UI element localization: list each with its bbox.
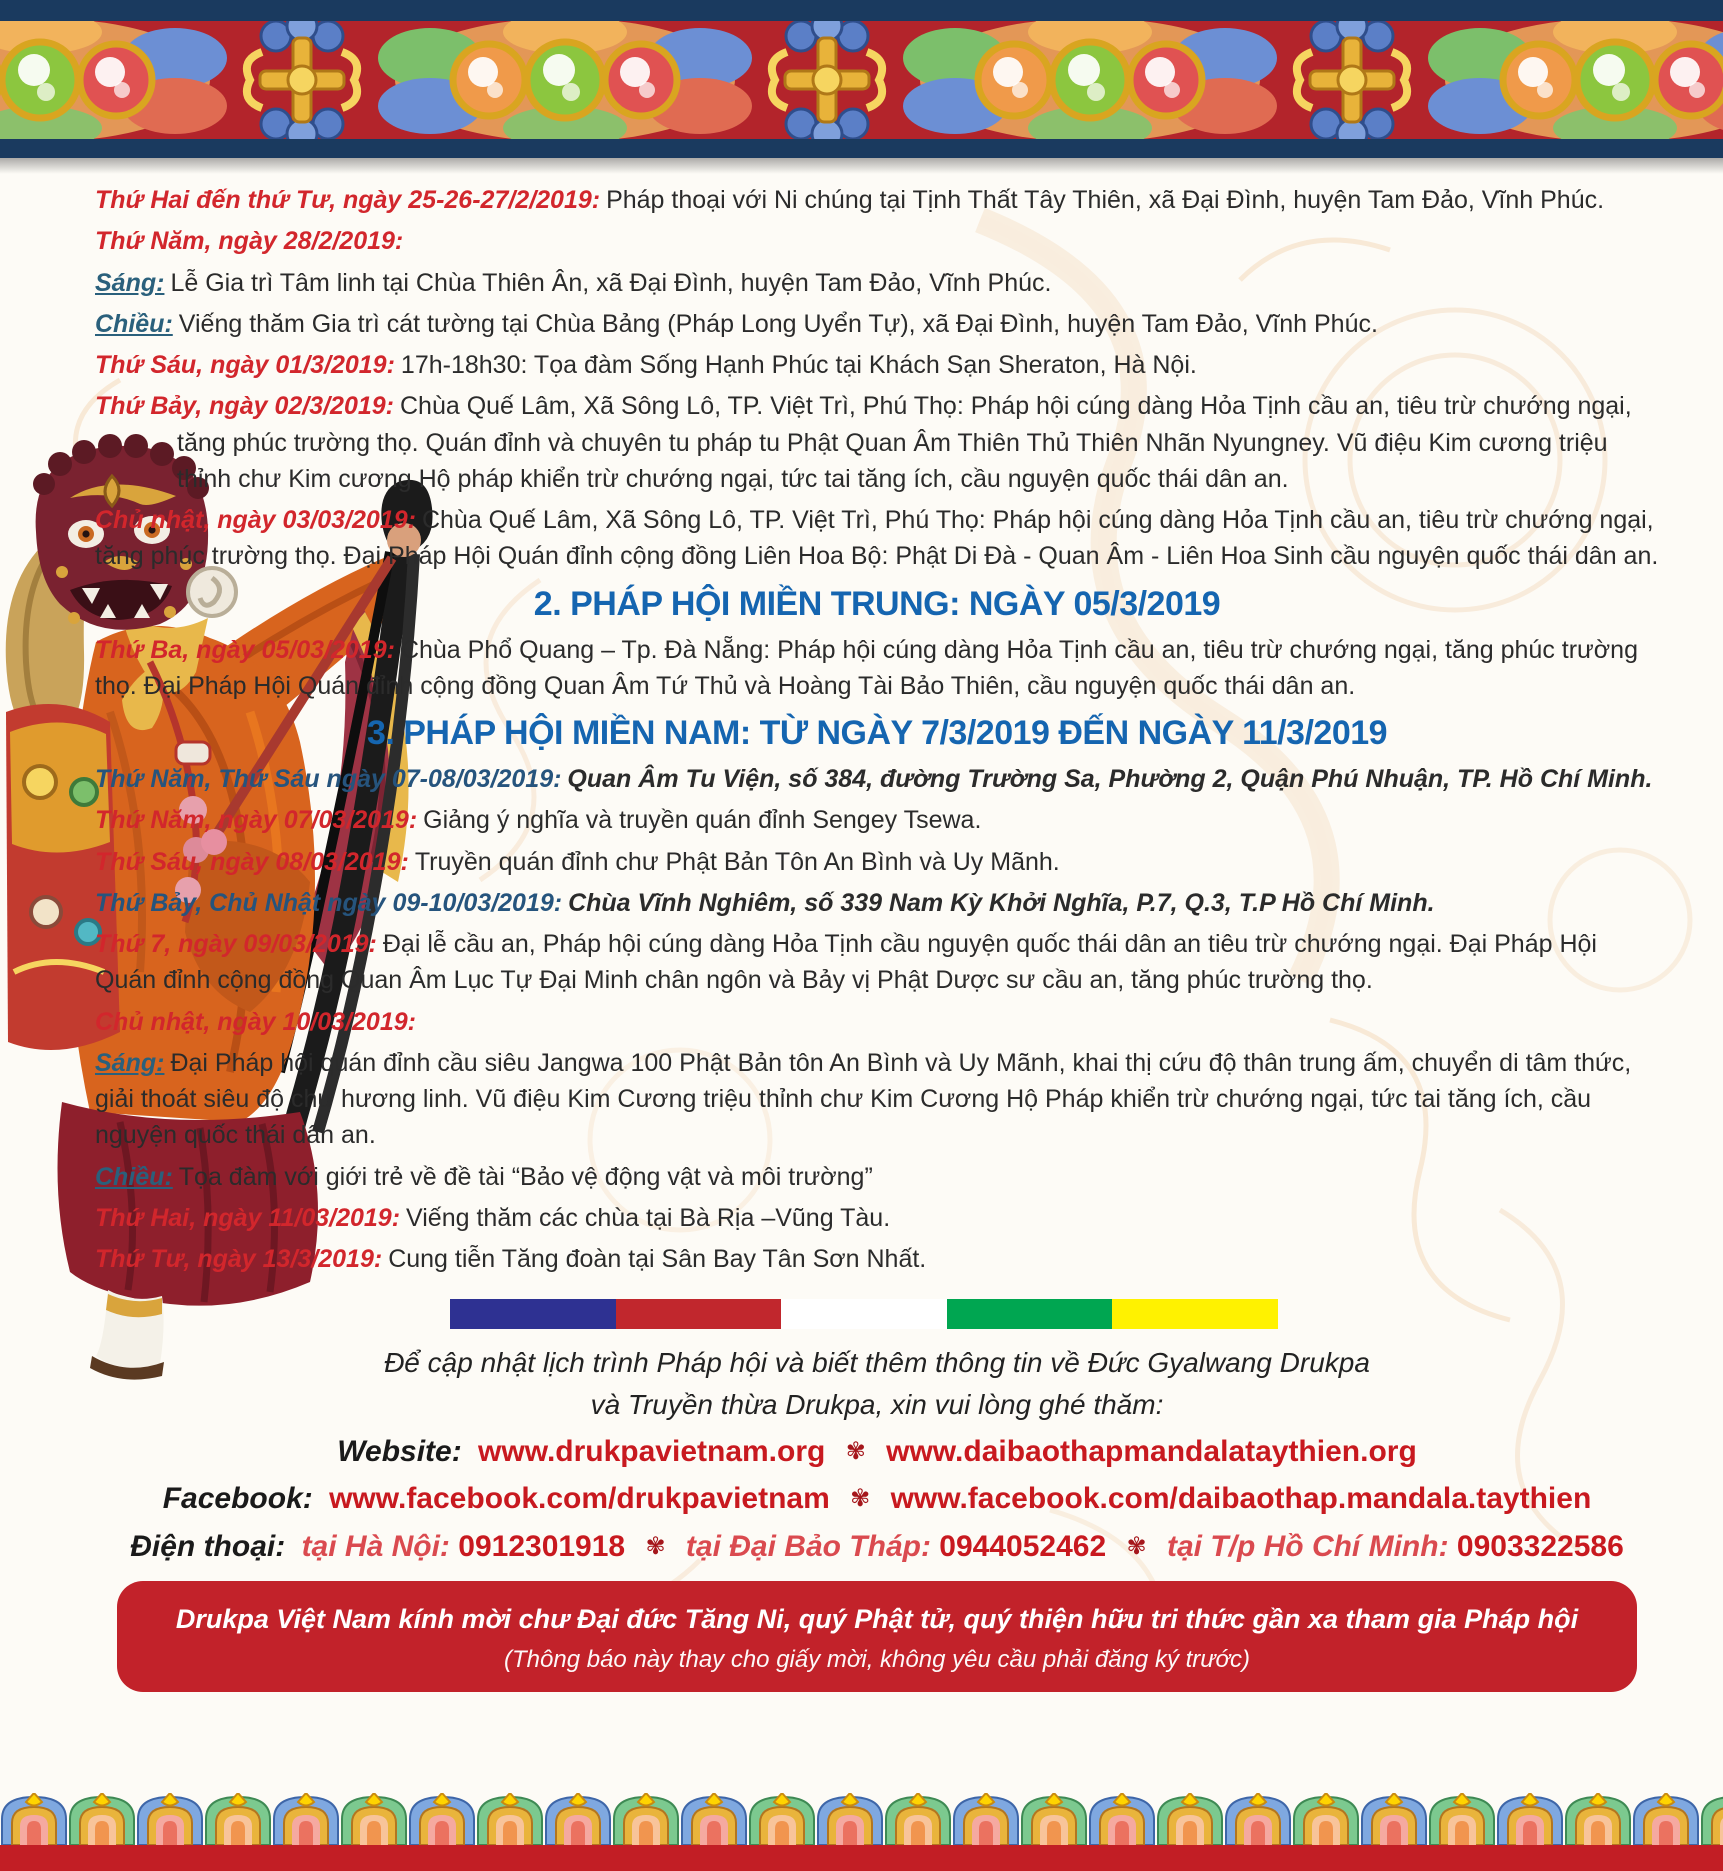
contact-info	[95, 1343, 1659, 1567]
schedule-entry	[95, 1241, 1659, 1277]
phone-label: Điện thoại:	[130, 1529, 286, 1563]
phone-number-2[interactable]: 0944052462	[939, 1529, 1107, 1563]
date-label: Thứ Năm, ngày 07/03/2019:	[95, 806, 418, 835]
footer-intro-line2: và Truyền thừa Drukpa, xin vui lòng ghé thăm:	[590, 1389, 1164, 1420]
schedule-entry	[95, 306, 1659, 342]
website-row	[95, 1432, 1659, 1473]
entry-text: Viếng thăm các chùa tại Bà Rịa –Vũng Tàu.	[406, 1203, 891, 1232]
schedule-entry	[95, 1045, 1659, 1154]
entry-text: Viếng thăm Gia trì cát tường tại Chùa Bảng (Pháp Long Uyển Tự), xã Đại Đình, huyện Tam Đảo, Vĩnh Phúc.	[178, 309, 1378, 338]
entry-text: Giảng ý nghĩa và truyền quán đỉnh Sengey Tsewa.	[423, 806, 982, 835]
date-label: Thứ Hai, ngày 11/03/2019:	[95, 1203, 401, 1232]
time-label: Sáng:	[95, 1048, 165, 1077]
date-label: Thứ Bảy, Chủ Nhật ngày 09-10/03/2019:	[95, 888, 563, 917]
lotus-separator-icon: ✾	[845, 1437, 866, 1465]
section-heading-south: 3. PHÁP HỘI MIỀN NAM: TỪ NGÀY 7/3/2019 ĐẾN NGÀY 11/3/2019	[366, 714, 1388, 752]
invitation-banner	[117, 1581, 1637, 1692]
flag-segment-red	[616, 1299, 782, 1329]
schedule-entry	[95, 223, 1659, 259]
website-link-1[interactable]: www.drukpavietnam.org	[478, 1434, 826, 1468]
top-ornament-border	[0, 0, 1723, 158]
invitation-note: (Thông báo này thay cho giấy mời, không yêu cầu phải đăng ký trước)	[504, 1645, 1250, 1673]
entry-text: Quan Âm Tu Viện, số 384, đường Trường Sa, Phường 2, Quận Phú Nhuận, TP. Hồ Chí Minh.	[567, 765, 1653, 793]
facebook-label: Facebook:	[162, 1482, 313, 1516]
phone-number-3[interactable]: 0903322586	[1456, 1529, 1624, 1563]
entry-text: Chùa Quế Lâm, Xã Sông Lô, TP. Việt Trì, Phú Thọ: Pháp hội cúng dàng Hỏa Tịnh cầu an, tiêu trừ chướng ngại, tăng phúc trường thọ. Quán đỉnh và chuyên tu pháp tu Phật Quan Âm Thiên Thủ Thiên Nhãn Nyungney. Vũ điệu Kim cương triệu thỉnh chư Kim cương Hộ pháp khiển trừ chướng ngại, tức tai tăng ích, cầu nguyện quốc thái dân an.	[177, 392, 1632, 493]
footer-intro-line1: Để cập nhật lịch trình Pháp hội và biết thêm thông tin về Đức Gyalwang Drukpa	[384, 1347, 1370, 1379]
date-label: Thứ 7, ngày 09/03/2019:	[95, 930, 377, 958]
schedule-entry	[95, 926, 1659, 999]
schedule-entry	[95, 182, 1659, 218]
date-label: Thứ Hai đến thứ Tư, ngày 25-26-27/2/2019:	[95, 186, 601, 214]
date-label: Thứ Ba, ngày 05/03/2019:	[95, 635, 395, 664]
facebook-link-1[interactable]: www.facebook.com/drukpavietnam	[329, 1482, 830, 1516]
time-label: Chiều:	[95, 309, 173, 338]
schedule-entry	[95, 1159, 1659, 1195]
schedule-entry	[95, 802, 1659, 838]
phone-location-3: tại T/p Hồ Chí Minh:	[1166, 1529, 1449, 1563]
date-label: Thứ Năm, Thứ Sáu ngày 07-08/03/2019:	[95, 765, 562, 793]
flag-segment-blue	[450, 1299, 616, 1329]
schedule-entry	[95, 1004, 1659, 1040]
schedule-entry	[95, 885, 1659, 921]
schedule-entry	[95, 502, 1659, 575]
facebook-link-2[interactable]: www.facebook.com/daibaothap.mandala.taythien	[890, 1482, 1592, 1516]
date-label: Thứ Sáu, ngày 01/3/2019:	[95, 351, 395, 379]
phone-location-1: tại Hà Nội:	[301, 1529, 450, 1563]
lotus-separator-icon: ✾	[1126, 1532, 1147, 1560]
drukpa-flag-bar	[450, 1299, 1278, 1329]
schedule-entry	[95, 388, 1659, 497]
entry-text: 17h-18h30: Tọa đàm Sống Hạnh Phúc tại Khách Sạn Sheraton, Hà Nội.	[400, 351, 1197, 379]
schedule-entry	[95, 844, 1659, 880]
entry-text: Cung tiễn Tăng đoàn tại Sân Bay Tân Sơn Nhất.	[388, 1245, 927, 1273]
invitation-text: Drukpa Việt Nam kính mời chư Đại đức Tăng Ni, quý Phật tử, quý thiện hữu tri thức gần xa tham gia Pháp hội	[175, 1604, 1579, 1635]
flag-segment-white	[781, 1299, 947, 1329]
flag-segment-yellow	[1112, 1299, 1278, 1329]
entry-text: Chùa Phổ Quang – Tp. Đà Nẵng: Pháp hội cúng dàng Hỏa Tịnh cầu an, tiêu trừ chướng ngại, tăng phúc trường thọ. Đại Pháp Hội Quán đỉnh cộng đồng Quan Âm Tứ Thủ và Hoàng Tài Bảo Thiên, cầu nguyện quốc thái dân an.	[95, 635, 1638, 700]
website-label: Website:	[337, 1434, 462, 1468]
schedule-entry	[95, 632, 1659, 705]
phone-row	[95, 1527, 1659, 1568]
lotus-separator-icon: ✾	[850, 1485, 871, 1513]
entry-text: Tọa đàm với giới trẻ về đề tài “Bảo vệ động vật và môi trường”	[178, 1162, 873, 1191]
date-label: Thứ Năm, ngày 28/2/2019:	[95, 227, 404, 256]
website-link-2[interactable]: www.daibaothapmandalataythien.org	[886, 1434, 1417, 1468]
schedule-entry	[95, 761, 1659, 797]
schedule-entry	[95, 1200, 1659, 1236]
bottom-ornament-border	[0, 1793, 1723, 1871]
section-heading-central: 2. PHÁP HỘI MIỀN TRUNG: NGÀY 05/3/2019	[533, 584, 1221, 623]
date-label: Thứ Tư, ngày 13/3/2019:	[95, 1245, 383, 1273]
date-label: Thứ Sáu, ngày 08/03/2019:	[95, 847, 409, 876]
schedule-entry	[95, 265, 1659, 301]
phone-number-1[interactable]: 0912301918	[458, 1529, 626, 1563]
entry-text: Đại Pháp hội quán đỉnh cầu siêu Jangwa 100 Phật Bản tôn An Bình và Uy Mãnh, khai thị cứu độ thân trung ấm, chuyển di tâm thức, giải thoát siêu độ chư hương linh. Vũ điệu Kim Cương triệu thỉnh chư Kim Cương Hộ Pháp khiển trừ chướng ngại, tức tai tăng ích, cầu nguyện quốc thái dân an.	[95, 1048, 1632, 1150]
facebook-row	[95, 1479, 1659, 1520]
phone-location-2: tại Đại Bảo Tháp:	[685, 1529, 931, 1563]
entry-text: Truyền quán đỉnh chư Phật Bản Tôn An Bình và Uy Mãnh.	[414, 847, 1060, 876]
date-label: Chủ nhật, ngày 03/03/2019:	[95, 506, 416, 534]
schedule-section	[0, 166, 1723, 1692]
schedule-entry	[95, 347, 1659, 383]
time-label: Chiều:	[95, 1162, 173, 1191]
entry-text: Chùa Vĩnh Nghiêm, số 339 Nam Kỳ Khởi Nghĩa, P.7, Q.3, T.P Hồ Chí Minh.	[568, 888, 1435, 917]
entry-text: Chùa Quế Lâm, Xã Sông Lô, TP. Việt Trì, Phú Thọ: Pháp hội cúng dàng Hỏa Tịnh cầu an, tiêu trừ chướng ngại, tăng phúc trường thọ. Đại Pháp Hội Quán đỉnh cộng đồng Liên Hoa Bộ: Phật Di Đà - Quan Âm - Liên Hoa Sinh cầu nguyện quốc thái dân an.	[95, 506, 1659, 571]
date-label: Thứ Bảy, ngày 02/3/2019:	[95, 392, 394, 421]
entry-text: Pháp thoại với Ni chúng tại Tịnh Thất Tây Thiên, xã Đại Đình, huyện Tam Đảo, Vĩnh Phúc.	[606, 186, 1605, 214]
entry-text: Lễ Gia trì Tâm linh tại Chùa Thiên Ân, xã Đại Đình, huyện Tam Đảo, Vĩnh Phúc.	[170, 268, 1052, 297]
lotus-separator-icon: ✾	[645, 1532, 666, 1560]
entry-text: Đại lễ cầu an, Pháp hội cúng dàng Hỏa Tịnh cầu nguyện quốc thái dân an tiêu trừ chướng ngại. Đại Pháp Hội Quán đỉnh cộng đồng Quan Âm Lục Tự Đại Minh chân ngôn và Bảy vị Phật Dược sư cầu an, tăng phúc trường thọ.	[95, 930, 1597, 995]
date-label: Chủ nhật, ngày 10/03/2019:	[95, 1007, 416, 1036]
time-label: Sáng:	[95, 268, 165, 297]
flag-segment-green	[947, 1299, 1113, 1329]
